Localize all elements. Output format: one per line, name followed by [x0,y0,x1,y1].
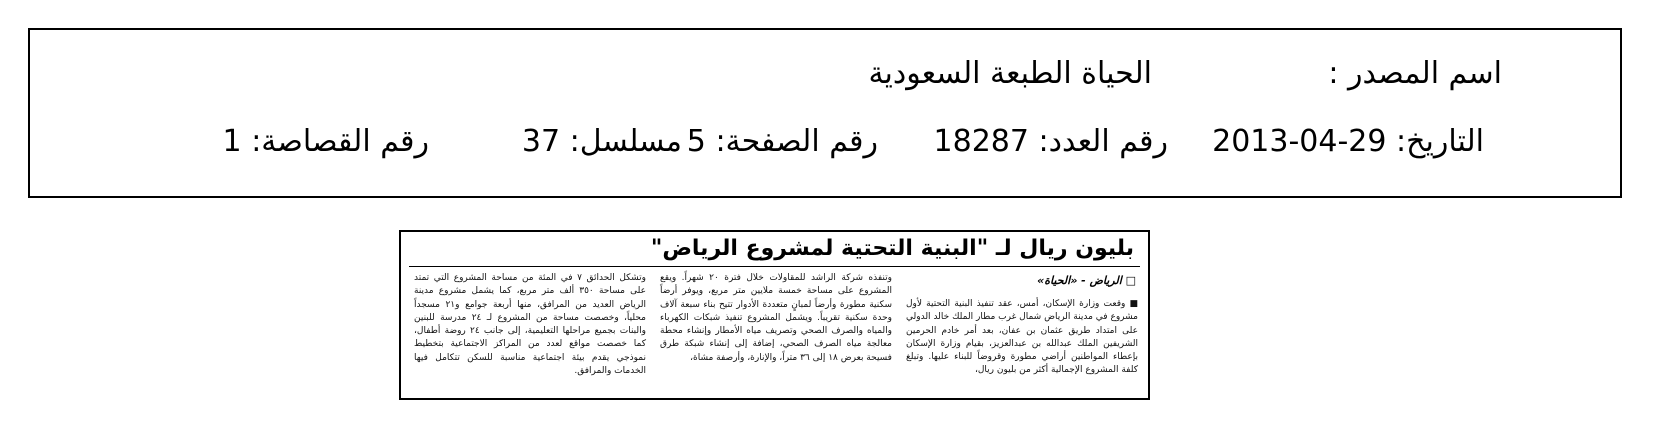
serial-field [522,122,682,162]
date-field [1212,122,1484,162]
date-value: 2013-04-29 [1212,124,1387,159]
newspaper-clipping [399,230,1150,400]
page-field [687,122,878,162]
article-column-3: وتشكل الحدائق ٧ في المئة من مساحة المشروع التي تمتد على مساحة ٣٥٠ ألف متر مربع، كما يشمل مشروع مدينة الرياض العديد من المرافق، منها أربعة جوامع و٢١ مسجداً محلياً، وخصصت مساحة من المشروع لـ ٢٤ مدرسة للبنين والبنات بجميع مراحلها التعليمية، إلى جانب ٢٤ روضة أطفال، كما خصصت مواقع لعدد من المراكز الاجتماعية بتخطيط نموذجي يقدم بيئة اجتماعية مناسبة للسكن تتكامل فيها الخدمات والمرافق. [414,273,646,377]
serial-value: 37 [521,124,561,159]
issue-field [934,122,1168,162]
source-value: الحياة الطبعة السعودية [868,56,1152,91]
page-label: رقم الصفحة: [715,124,878,159]
clip-value: 1 [222,124,242,159]
serial-label: مسلسل: [569,124,682,159]
article-column-1: ■ وقعت وزارة الإسكان، أمس، عقد تنفيذ البنية التحتية لأول مشروع في مدينة الرياض شمال غرب مطار الملك خالد الدولي على امتداد طريق عثمان بن عفان، بعد أمر خادم الحرمين الشريفين الملك عبدالله بن عبدالعزيز، بقيام وزارة الإسكان بإعطاء المواطنين أراضي مطورة وقروضاً للبناء عليها. وتبلغ كلفة المشروع الإجمالية أكثر من بليون ريال، [906,299,1138,376]
clip-label: رقم القصاصة: [251,124,429,159]
issue-label: رقم العدد: [1038,124,1168,159]
source-info-box [28,28,1622,198]
article-byline: □ الرياض - «الحياة» [1037,274,1136,287]
issue-value: 18287 [933,124,1029,159]
page-value: 5 [686,124,706,159]
date-label: التاريخ: [1396,124,1484,159]
source-label: اسم المصدر : [1328,56,1502,91]
article-headline: بليون ريال لـ "البنية التحتية لمشروع الرياض" [650,236,1134,261]
headline-divider [409,266,1140,267]
article-column-2: وتنفذه شركة الراشد للمقاولات خلال فترة ٢٠ شهراً. ويقع المشروع على مساحة خمسة ملايين متر مربع، ويوفر أرضاً سكنية مطورة وأرضاً لمبانٍ متعددة الأدوار تتيح بناء سبعة آلاف وحدة سكنية تقريباً. ويشمل المشروع تنفيذ شبكات الكهرباء والمياه والصرف الصحي وتصريف مياه الأمطار وإنشاء محطة معالجة مياه الصرف الصحي، إضافة إلى إنشاء شبكة طرق فسيحة بعرض ١٨ إلى ٣٦ متراً، والإنارة، وأرصفة مشاة، [660,273,892,363]
clip-field [223,122,429,162]
